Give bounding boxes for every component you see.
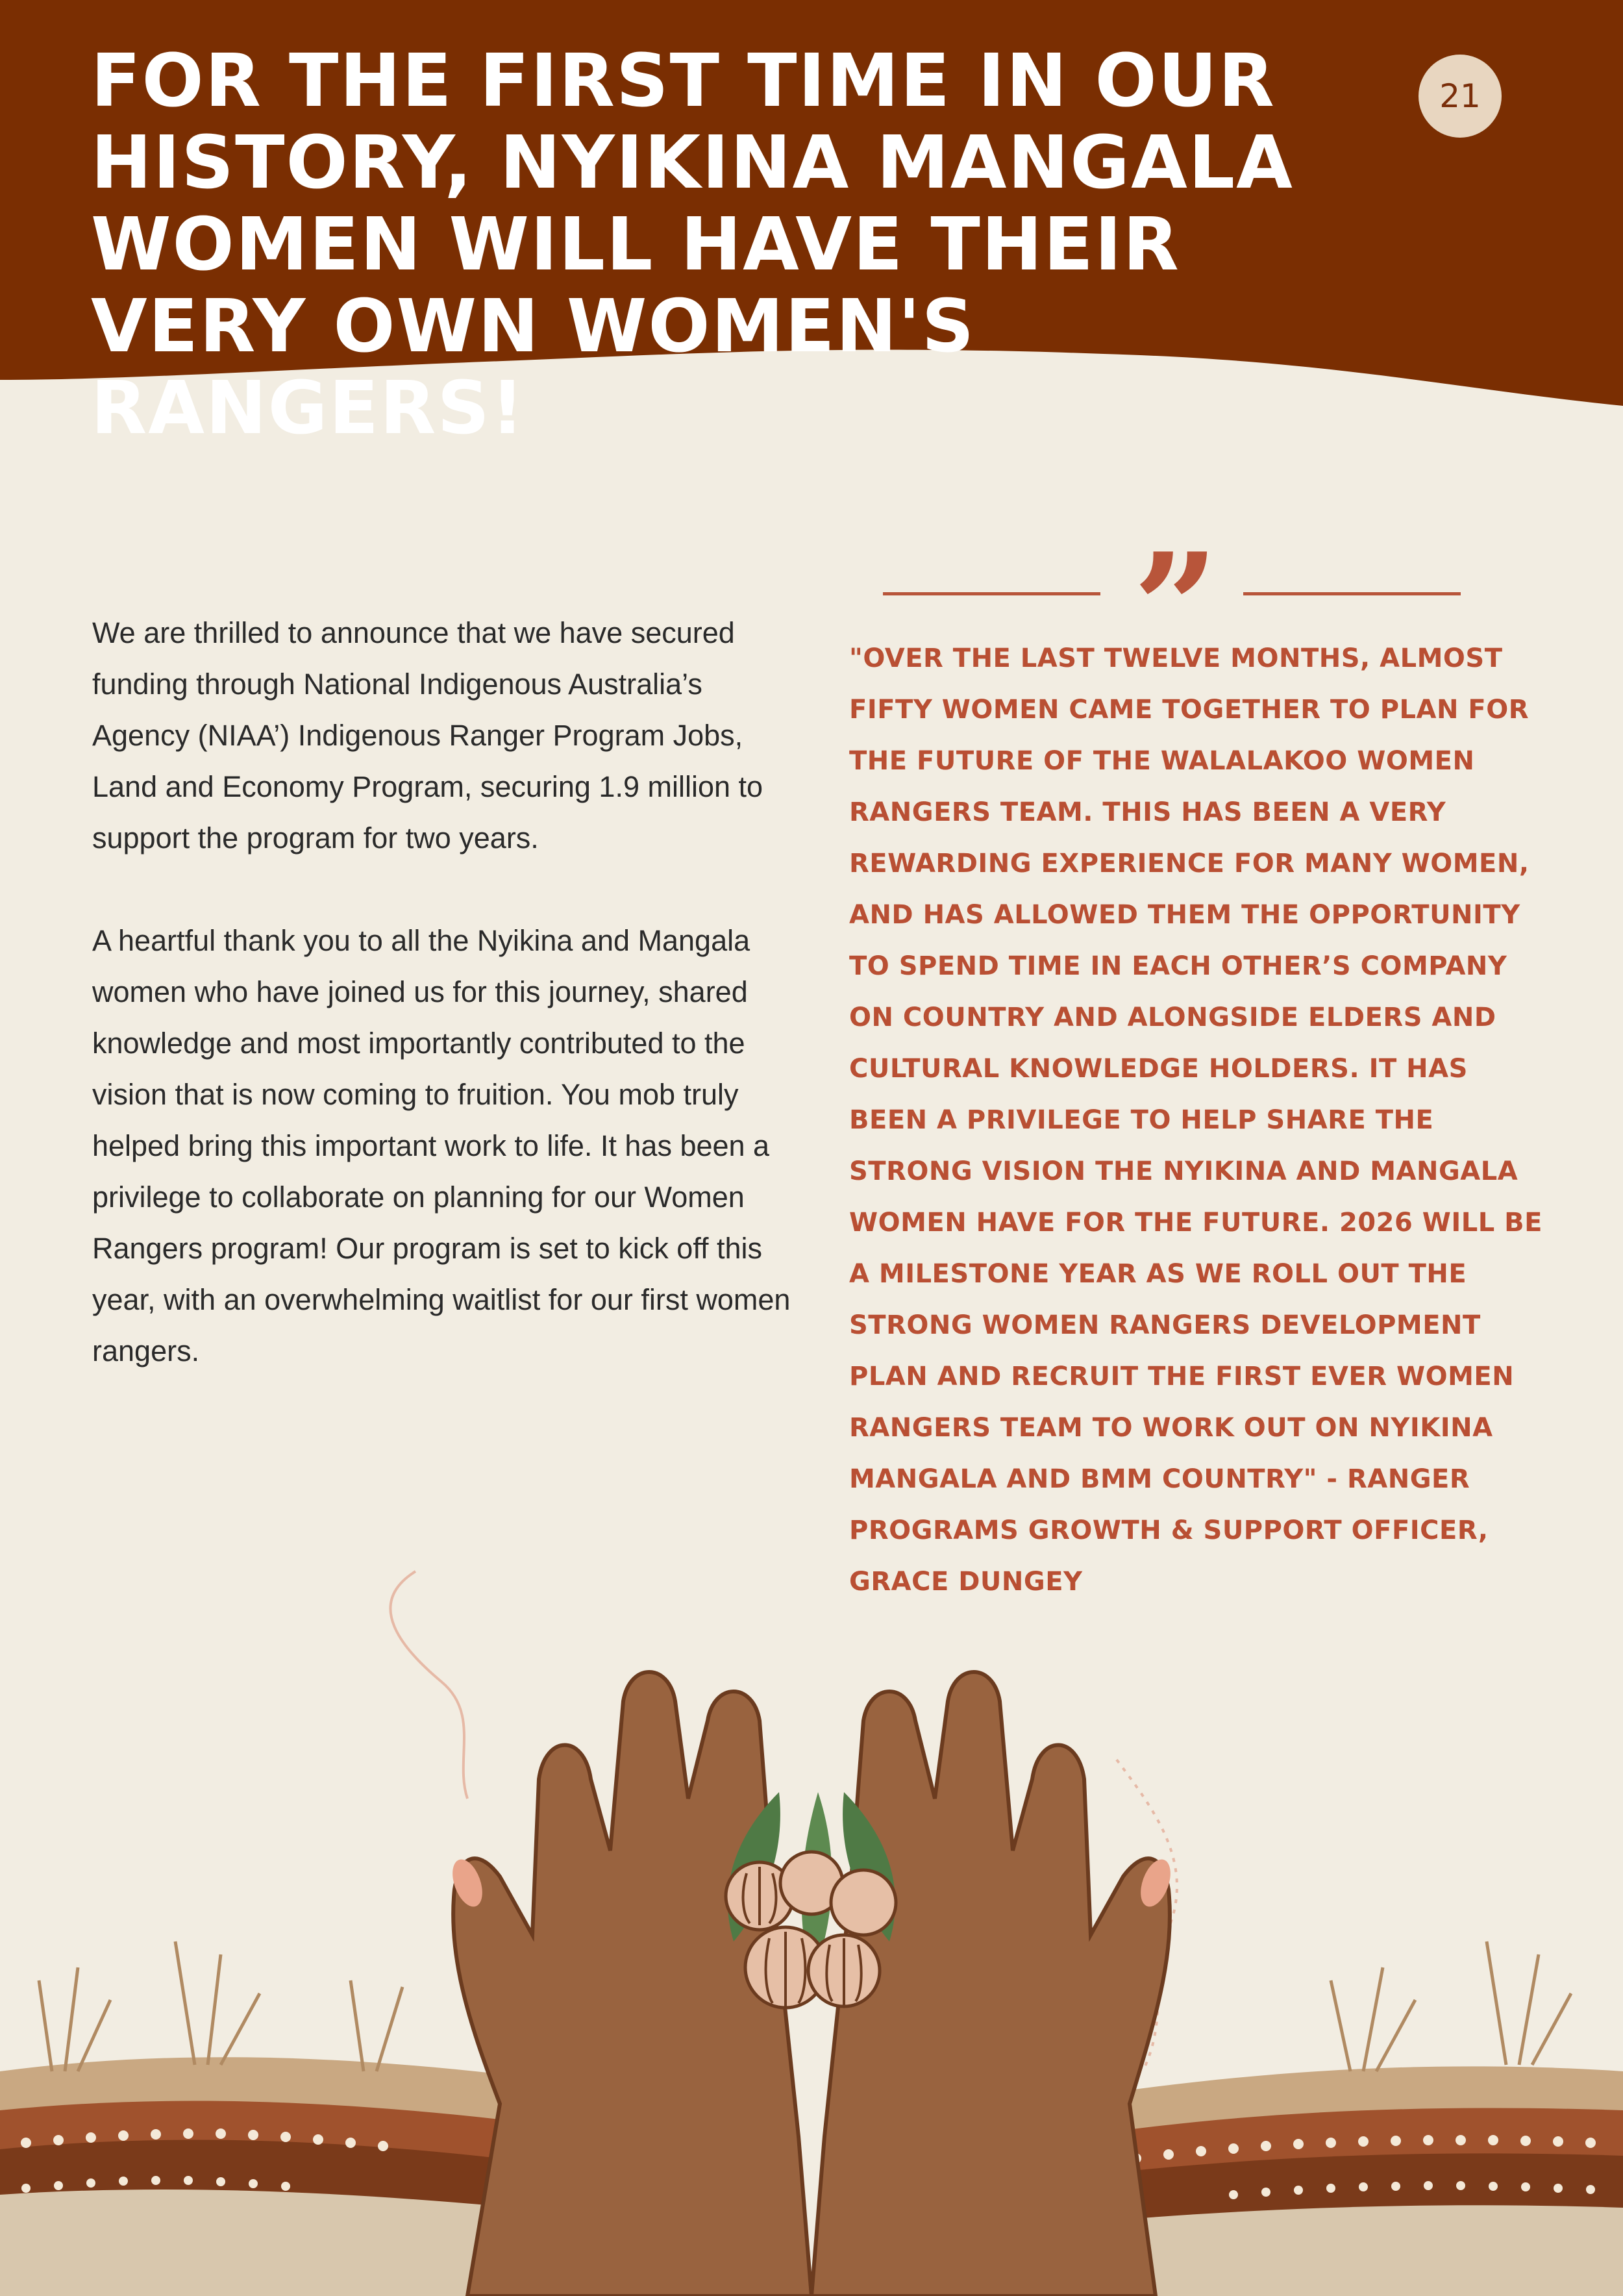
body-text-column	[92, 607, 793, 1428]
quote-rule-right	[1243, 592, 1461, 595]
quote-mark-icon: ”	[1133, 521, 1219, 696]
body-paragraph-thanks: A heartful thank you to all the Nyikina and Mangala women who have joined us for this journey, shared knowledge and most importantly contributed to the vision that is now coming to fruition. You mob truly helped bring this important work to life. It has been a privilege to collaborate on planning for our Women Rangers program! Our program is set to kick off this year, with an overwhelming waitlist for our first women rangers.	[92, 924, 791, 1367]
quote-divider	[883, 521, 1461, 696]
hands-illustration	[0, 1487, 1623, 2296]
cupped-hands-holding-seeds-icon	[447, 1672, 1176, 2296]
page-number-badge: 21	[1419, 55, 1502, 138]
page-headline: FOR THE FIRST TIME IN OUR HISTORY, NYIKINA MANGALA WOMEN WILL HAVE THEIR VERY OWN WOMEN'S RANGERS!	[91, 39, 1294, 451]
body-paragraph-funding: We are thrilled to announce that we have secured funding through National Indigenous Australia’s Agency (NIAA’) Indigenous Ranger Program Jobs, Land and Economy Program, securing 1.9 million to support the program for two years.	[92, 616, 763, 855]
pull-quote: "OVER THE LAST TWELVE MONTHS, ALMOST FIFTY WOMEN CAME TOGETHER TO PLAN FOR THE FUTURE OF THE WALALAKOO WOMEN RANGERS TEAM. THIS HAS BEEN A VERY REWARDING EXPERIENCE FOR MANY WOMEN, AND HAS ALLOWED THEM THE OPPORTUNITY TO SPEND TIME IN EACH OTHER’S COMPANY ON COUNTRY AND ALONGSIDE ELDERS AND CULTURAL KNOWLEDGE HOLDERS. IT HAS BEEN A PRIVILEGE TO HELP SHARE THE STRONG VISION THE NYIKINA AND MANGALA WOMEN HAVE FOR THE FUTURE. 2026 WILL BE A MILESTONE YEAR AS WE ROLL OUT THE STRONG WOMEN RANGERS DEVELOPMENT PLAN AND RECRUIT THE FIRST EVER WOMEN RANGERS TEAM TO WORK OUT ON NYIKINA MANGALA AND BMM COUNTRY" - RANGER PROGRAMS GROWTH & SUPPORT OFFICER, GRACE DUNGEY	[849, 643, 1542, 1597]
quote-rule-left	[883, 592, 1100, 595]
